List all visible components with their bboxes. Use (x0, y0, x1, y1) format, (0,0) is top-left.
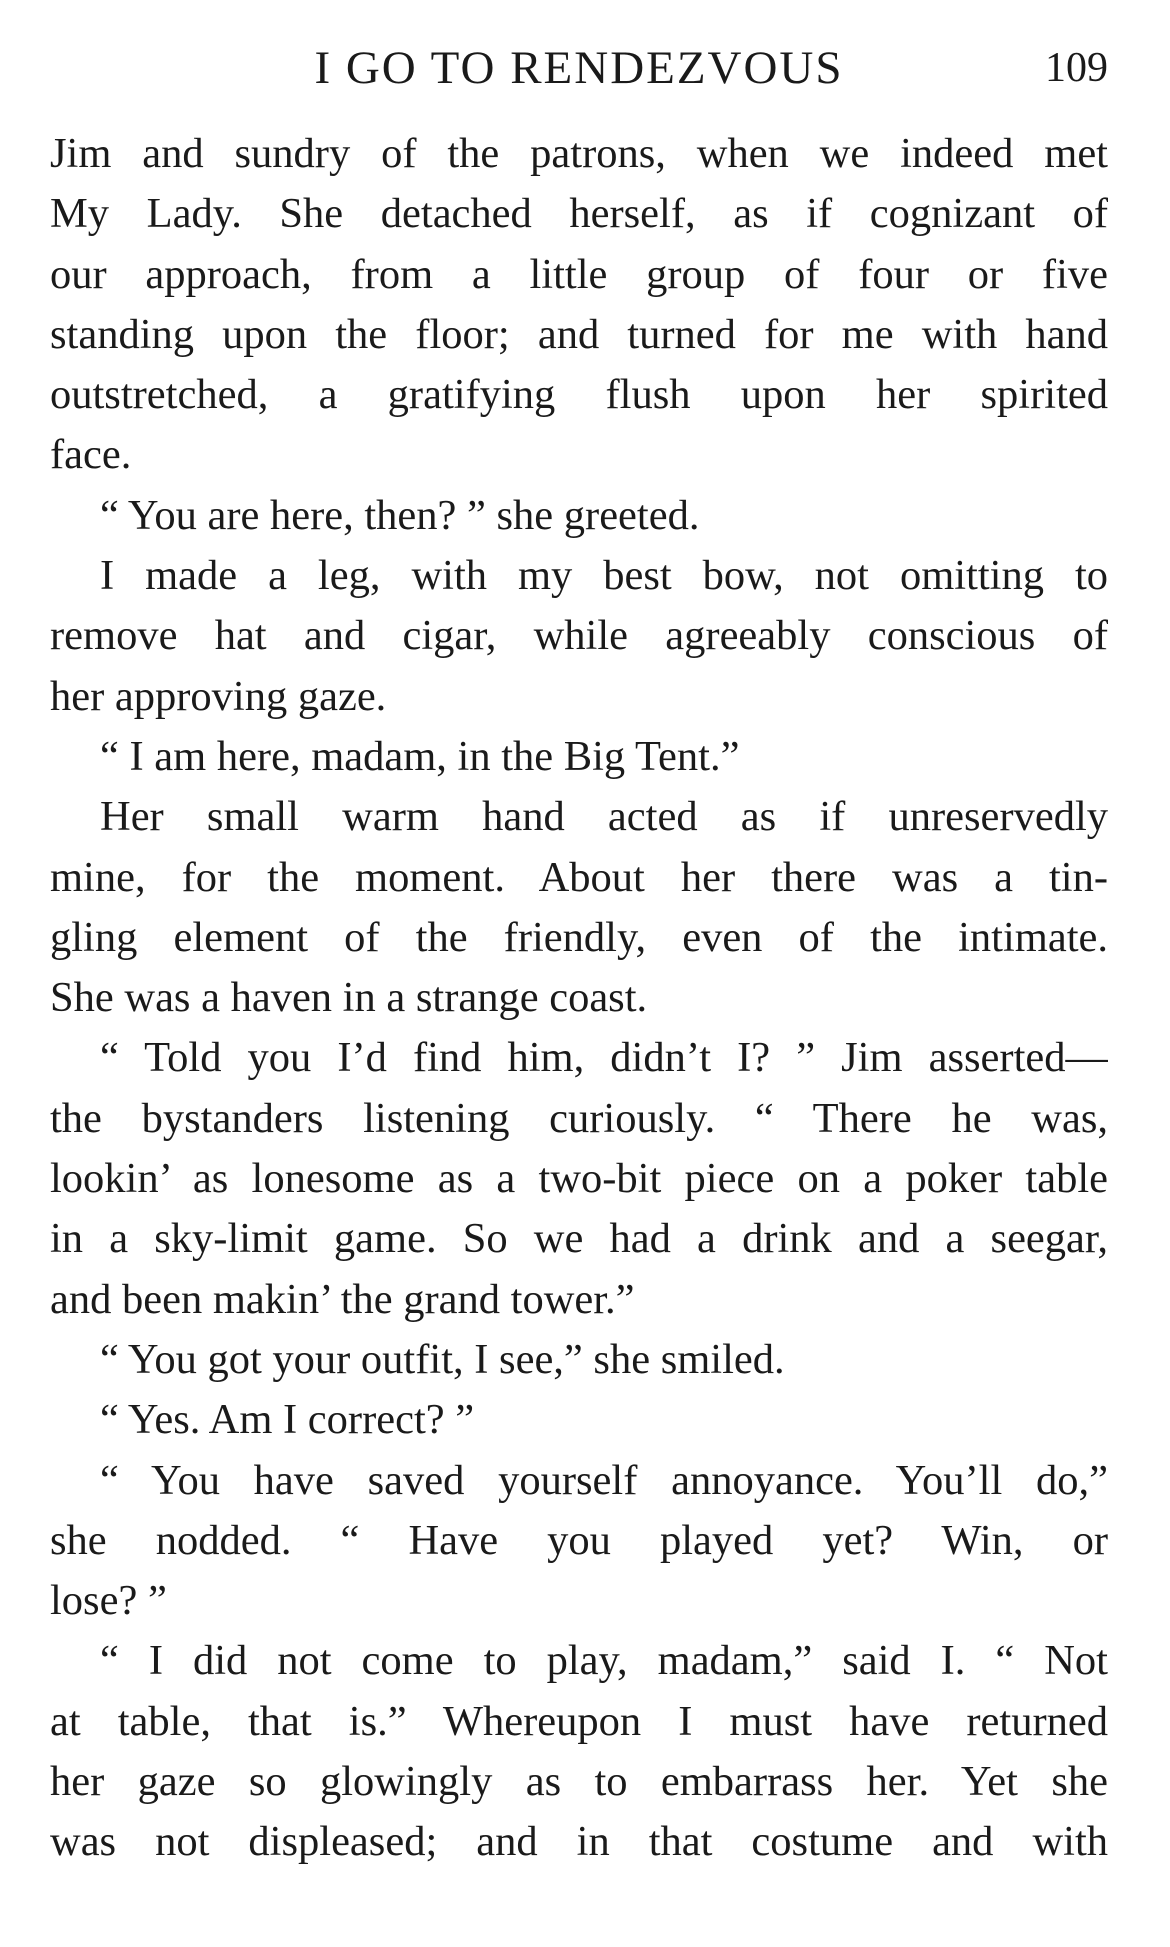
text-line: standing upon the floor; and turned for me with hand (50, 310, 1108, 358)
text-line: Jim and sundry of the patrons, when we indeed met (50, 130, 1108, 177)
text-line: “ Yes. Am I correct? ” (100, 1396, 475, 1444)
text-line: she nodded. “ Have you played yet? Win, or (50, 1516, 1108, 1564)
text-line: at table, that is.” Whereupon I must have returned (50, 1697, 1108, 1745)
text-line: her gaze so glowingly as to embarrass her. Yet she (50, 1758, 1108, 1806)
text-line: “ I did not come to play, madam,” said I. “ Not (100, 1637, 1108, 1685)
text-line: our approach, from a little group of four or five (50, 250, 1108, 298)
body-text (50, 124, 1108, 1873)
text-line: her approving gaze. (50, 672, 387, 720)
text-line: Her small warm hand acted as if unreservedly (100, 793, 1108, 841)
text-line: was not displeased; and in that costume and with (50, 1818, 1108, 1866)
text-line: remove hat and cigar, while agreeably conscious of (50, 612, 1108, 660)
text-line: lose? ” (50, 1577, 167, 1625)
text-line: “ You are here, then? ” she greeted. (100, 491, 700, 539)
text-line: “ I am here, madam, in the Big Tent.” (100, 732, 740, 780)
text-line: My Lady. She detached herself, as if cognizant of (50, 190, 1108, 238)
text-line: lookin’ as lonesome as a two-bit piece on a poker table (50, 1155, 1108, 1203)
text-line: “ You got your outfit, I see,” she smiled. (100, 1335, 785, 1383)
page-number: 109 (1045, 45, 1108, 91)
text-line: in a sky-limit game. So we had a drink and a seegar, (50, 1215, 1108, 1263)
text-line: face. (50, 431, 132, 479)
text-line: mine, for the moment. About her there was a tin- (50, 853, 1108, 901)
text-line: gling element of the friendly, even of the intimate. (50, 913, 1108, 961)
text-line: “ You have saved yourself annoyance. You’ll do,” (100, 1456, 1108, 1504)
text-line: She was a haven in a strange coast. (50, 974, 648, 1022)
text-line: outstretched, a gratifying flush upon her spirited (50, 371, 1108, 419)
text-line: and been makin’ the grand tower.” (50, 1275, 635, 1323)
page-header (50, 36, 1108, 100)
text-line: the bystanders listening curiously. “ There he was, (50, 1094, 1108, 1142)
text-line: “ Told you I’d find him, didn’t I? ” Jim asserted— (100, 1034, 1108, 1082)
text-line: I made a leg, with my best bow, not omitting to (100, 552, 1108, 600)
running-head: I GO TO RENDEZVOUS (314, 42, 844, 94)
